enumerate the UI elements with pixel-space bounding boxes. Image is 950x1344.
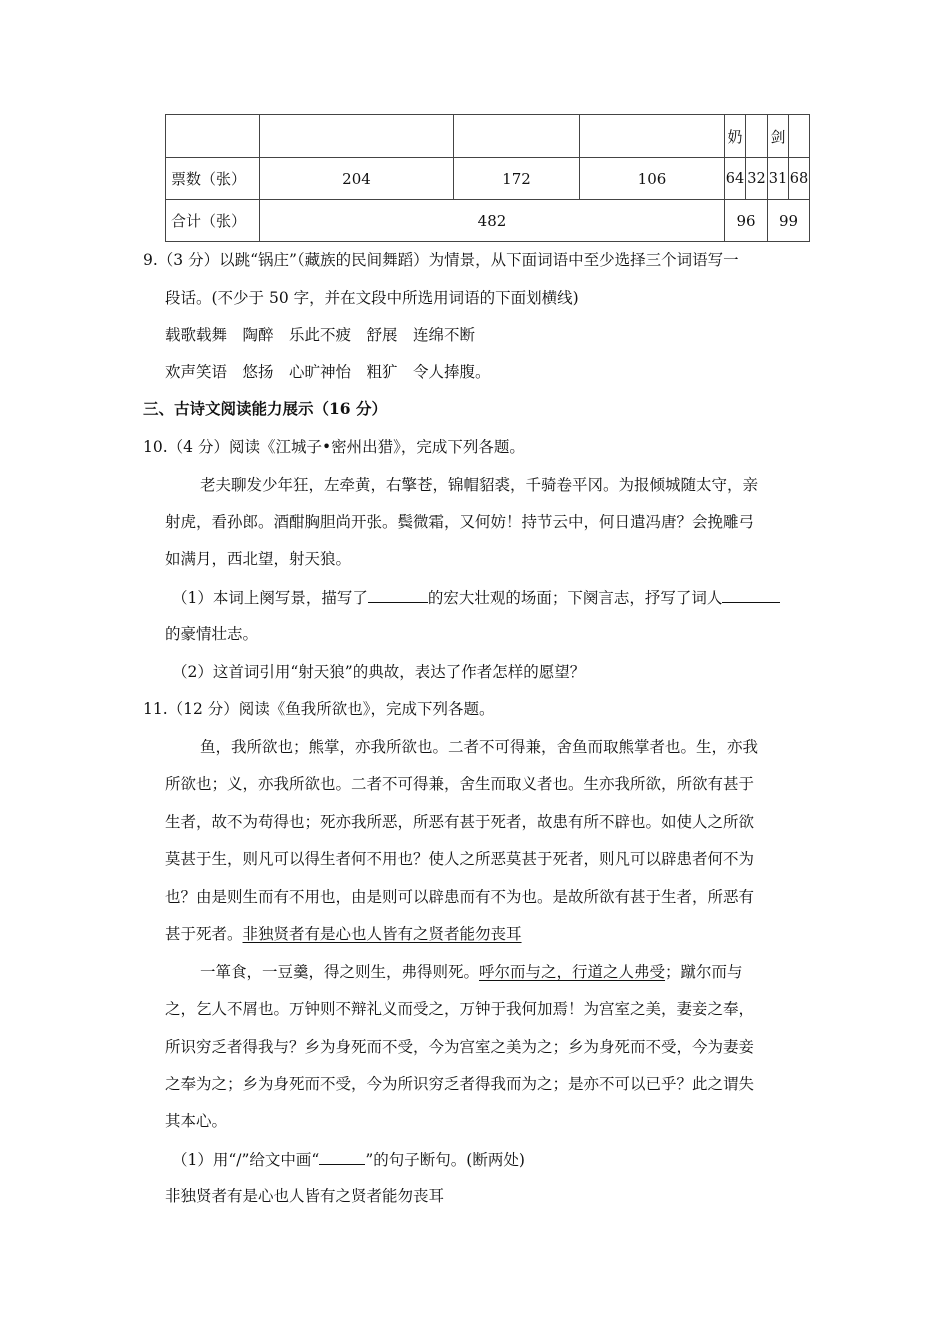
q11-p2-line1-text-a: 一箪食，一豆羹，得之则生，弗得则死。 [200, 963, 480, 981]
table-cell [746, 115, 768, 158]
q11-title: 11.（12 分）阅读《鱼我所欲也》，完成下列各题。 [143, 700, 495, 718]
table-cell: 32 [746, 158, 768, 200]
q10-poem-line2: 射虎，看孙郎。酒酣胸胆尚开张。鬓微霜，又何妨！持节云中，何日遣冯唐？会挽雕弓 [165, 513, 755, 531]
section-3-title: 三、古诗文阅读能力展示（16 分） [143, 399, 387, 418]
q11-p1-line6 [165, 924, 522, 944]
q11-p1-line2: 所欲也；义，亦我所欲也。二者不可得兼，舍生而取义者也。生亦我所欲，所欲有甚于 [165, 775, 755, 793]
row-label-total: 合计（张） [166, 200, 260, 242]
q10-title: 10.（4 分）阅读《江城子•密州出猎》，完成下列各题。 [143, 438, 525, 456]
q11-p1-line6-text: 甚于死者。 [165, 925, 243, 943]
q10-poem-line1: 老夫聊发少年狂，左牵黄，右擎苍，锦帽貂裘，千骑卷平冈。为报倾城随太守，亲 [200, 476, 759, 494]
table-cell: 99 [768, 200, 810, 242]
q11-p1-line3: 生者，故不为苟得也；死亦我所恶，所恶有甚于死者，故患有所不辟也。如使人之所欲 [165, 813, 755, 831]
q11-p2-line4: 之奉为之；乡为身死而不受，今为所识穷乏者得我而为之；是亦不可以已乎？此之谓失 [165, 1075, 755, 1093]
q9-words2: 欢声笑语 悠扬 心旷神怡 粗犷 令人捧腹。 [165, 363, 491, 381]
table-row-total [166, 200, 810, 242]
answer-blank[interactable] [722, 587, 780, 603]
q10-sub1 [172, 587, 780, 608]
q9-line2: 段话。(不少于 50 字，并在文段中所选用词语的下面划横线) [165, 289, 579, 307]
q11-sub1 [172, 1149, 525, 1170]
table-cell: 68 [789, 158, 810, 200]
q11-p2-line1-text-b: ；蹴尔而与 [665, 963, 743, 981]
table-row-tickets [166, 158, 810, 200]
table-cell [454, 115, 580, 158]
table-cell: 奶 [725, 115, 746, 158]
q9-words1: 载歌载舞 陶醉 乐此不疲 舒展 连绵不断 [165, 326, 476, 344]
table-cell: 剑 [768, 115, 789, 158]
q11-p2-line3: 所识穷乏者得我与？乡为身死而不受，今为宫室之美为之；乡为身死而不受，今为妻妾 [165, 1038, 755, 1056]
underline-marker [319, 1149, 365, 1165]
underlined-sentence: 呼尔而与之，行道之人弗受 [479, 963, 666, 981]
table-header-row [166, 115, 810, 158]
row-label-tickets: 票数（张） [166, 158, 260, 200]
answer-blank[interactable] [368, 587, 428, 603]
underlined-sentence: 非独贤者有是心也人皆有之贤者能勿丧耳 [242, 925, 522, 943]
votes-table [165, 114, 810, 242]
table-cell [260, 115, 454, 158]
q10-sub1-text-a: （1）本词上阕写景，描写了 [172, 589, 368, 607]
q11-p1-line5: 也？由是则生而有不用也，由是则可以辟患而有不为也。是故所欲有甚于生者，所恶有 [165, 888, 755, 906]
table-cell [789, 115, 810, 158]
table-cell: 172 [454, 158, 580, 200]
q10-sub2: （2）这首词引用“射天狼”的典故，表达了作者怎样的愿望？ [172, 663, 586, 681]
table-cell: 204 [260, 158, 454, 200]
table-cell [580, 115, 725, 158]
q10-poem-line3: 如满月，西北望，射天狼。 [165, 550, 352, 568]
q11-p2-line1 [200, 962, 743, 982]
q11-p2-line5: 其本心。 [165, 1112, 228, 1130]
q9-line1: 9.（3 分）以跳“锅庄”（藏族的民间舞蹈）为情景，从下面词语中至少选择三个词语写一 [143, 251, 739, 269]
table-cell: 106 [580, 158, 725, 200]
q11-sub1-text-a: （1）用“/”给文中画“ [172, 1151, 320, 1169]
q11-sub1-sentence[interactable]: 非独贤者有是心也人皆有之贤者能勿丧耳 [165, 1187, 445, 1205]
table-cell [166, 115, 260, 158]
q11-sub1-text-b: ”的句子断句。(断两处) [365, 1151, 525, 1169]
table-cell: 96 [725, 200, 768, 242]
table-cell: 482 [260, 200, 725, 242]
q11-p1-line1: 鱼，我所欲也；熊掌，亦我所欲也。二者不可得兼，舍鱼而取熊掌者也。生，亦我 [200, 738, 759, 756]
q11-p2-line2: 之，乞人不屑也。万钟则不辩礼义而受之，万钟于我何加焉！为宫室之美，妻妾之奉， [165, 1000, 755, 1018]
table-cell: 31 [768, 158, 789, 200]
q11-p1-line4: 莫甚于生，则凡可以得生者何不用也？使人之所恶莫甚于死者，则凡可以辟患者何不为 [165, 850, 755, 868]
q10-sub1-cont: 的豪情壮志。 [165, 625, 259, 643]
table-cell: 64 [725, 158, 746, 200]
q10-sub1-text-b: 的宏大壮观的场面；下阕言志，抒写了词人 [427, 589, 723, 607]
